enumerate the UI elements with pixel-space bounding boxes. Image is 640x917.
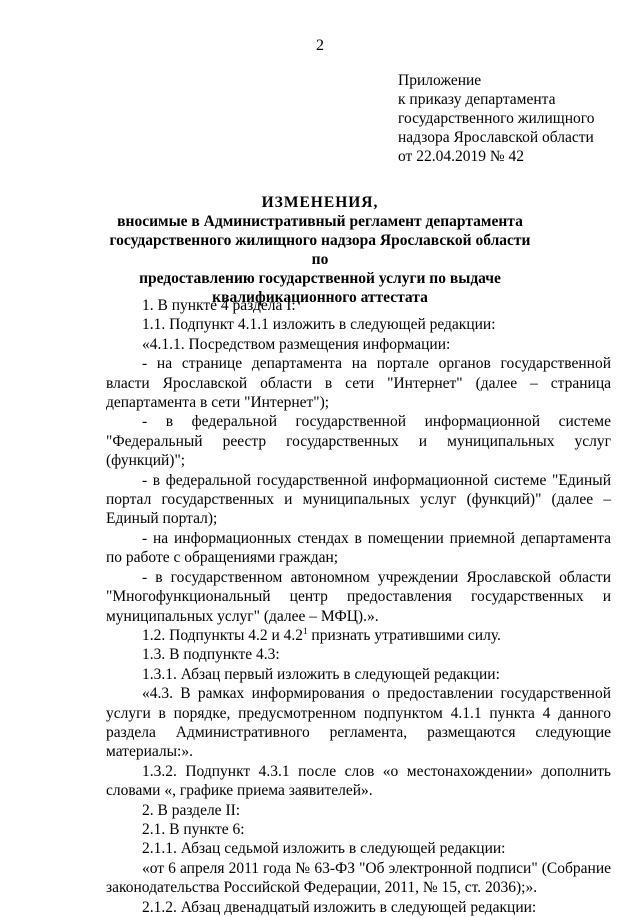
title-line: государственного жилищного надзора Ярославской области по	[109, 232, 531, 268]
paragraph: 1.3.2. Подпункт 4.3.1 после слов «о местонахождении» дополнить словами «, графике приема заявителей».	[106, 762, 611, 800]
paragraph	[106, 626, 611, 645]
paragraph: - на информационных стендах в помещении приемной департамента по работе с обращениями граждан;	[106, 529, 611, 567]
paragraph: 1.1. Подпункт 4.1.1 изложить в следующей редакции:	[142, 316, 496, 334]
paragraph: - в федеральной государственной информационной системе "Федеральный реестр государственных и муниципальных услуг (функций)";	[106, 413, 611, 470]
document-body	[106, 296, 611, 917]
document-title	[100, 193, 540, 307]
paragraph: 1. В пункте 4 раздела I:	[142, 297, 296, 314]
appendix-line: Приложение	[398, 72, 482, 89]
appendix-line: надзора Ярославской области	[398, 129, 594, 146]
paragraph: «4.3. В рамках информирования о предоставлении государственной услуги в порядке, предусмотренном подпунктом 4.1.1 пункта 4 данного раздела Административного регламента, размещаются следующие материалы:».	[106, 685, 611, 761]
title-line: квалификационного аттестата	[212, 289, 428, 306]
title-line: предоставлению государственной услуги по выдаче	[139, 270, 501, 287]
paragraph: 2.1.1. Абзац седьмой изложить в следующей редакции:	[142, 840, 506, 858]
title-line: вносимые в Административный регламент департамента	[117, 213, 523, 230]
paragraph: 2.1. В пункте 6:	[142, 820, 245, 838]
paragraph-text: признать утратившими силу.	[307, 626, 501, 644]
paragraph: 2.1.2. Абзац двенадцатый изложить в следующей редакции:	[142, 898, 537, 916]
title-heading: ИЗМЕНЕНИЯ,	[261, 194, 379, 211]
paragraph: - в государственном автономном учреждении Ярославской области "Многофункциональный центр предоставления государственных и муниципальных услуг" (далее – МФЦ).».	[106, 568, 611, 625]
paragraph: «4.1.1. Посредством размещения информации:	[142, 335, 451, 353]
paragraph: - в федеральной государственной информационной системе "Единый портал государственных и муниципальных услуг (функций)" (далее – Единый портал);	[106, 471, 611, 528]
paragraph: 2. В разделе II:	[142, 801, 241, 819]
paragraph: 1.3.1. Абзац первый изложить в следующей редакции:	[142, 665, 500, 683]
appendix-line: государственного жилищного	[398, 110, 595, 127]
paragraph-text: 1.2. Подпункты 4.2 и 4.2	[142, 626, 304, 644]
paragraph: 1.3. В подпункте 4.3:	[142, 646, 280, 664]
paragraph: «от 6 апреля 2011 года № 63-ФЗ "Об электронной подписи" (Собрание законодательства Российской Федерации, 2011, № 15, ст. 2036);».	[106, 859, 611, 897]
paragraph: - на странице департамента на портале органов государственной власти Ярославской области в сети "Интернет" (далее – страница департамента в сети "Интернет");	[106, 355, 611, 412]
page-number: 2	[316, 37, 324, 54]
appendix-block	[398, 71, 630, 166]
appendix-date-line: от 22.04.2019 № 42	[398, 148, 524, 165]
appendix-line: к приказу департамента	[398, 91, 556, 108]
superscript: 1	[303, 625, 308, 636]
